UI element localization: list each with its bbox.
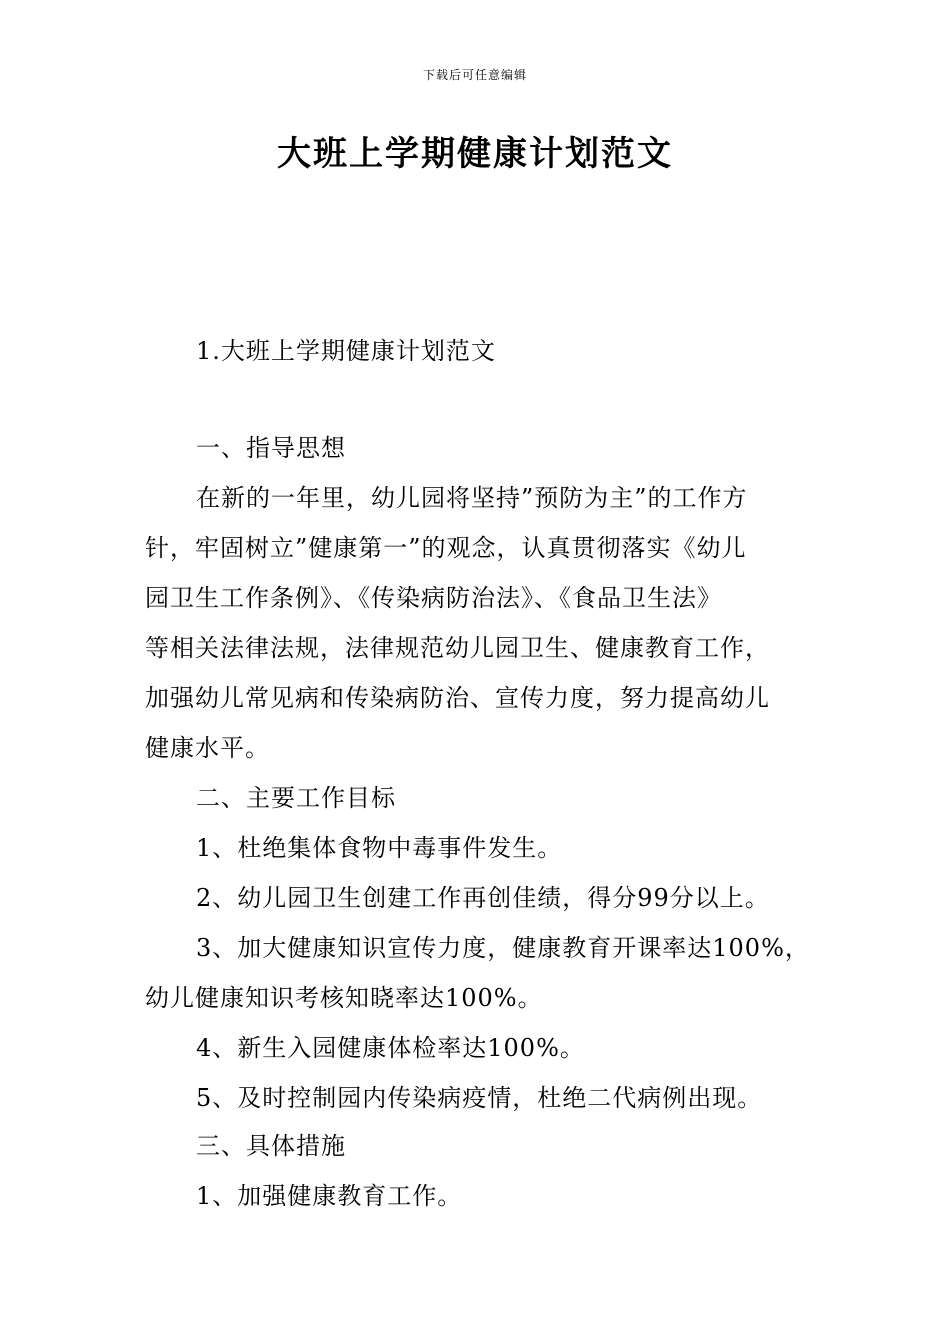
- list-item: 4、新生入园健康体检率达100%。: [196, 1034, 585, 1062]
- list-item-continuation: 幼儿健康知识考核知晓率达100%。: [145, 984, 543, 1012]
- paragraph-line: 健康水平。: [145, 734, 270, 762]
- paragraph-line: 在新的一年里，幼儿园将坚持”预防为主”的工作方: [196, 484, 748, 512]
- list-item: 1、加强健康教育工作。: [196, 1182, 463, 1210]
- paragraph-line: 园卫生工作条例》、《传染病防治法》、《食品卫生法》: [145, 584, 722, 612]
- document-title: 大班上学期健康计划范文: [277, 134, 673, 174]
- list-item: 1、杜绝集体食物中毒事件发生。: [196, 834, 563, 862]
- paragraph-line: 等相关法律法规，法律规范幼儿园卫生、健康教育工作，: [145, 634, 770, 662]
- paragraph-line: 加强幼儿常见病和传染病防治、宣传力度，努力提高幼儿: [145, 684, 770, 712]
- list-item: 2、幼儿园卫生创建工作再创佳绩，得分99分以上。: [196, 884, 770, 912]
- section-heading: 一、指导思想: [196, 434, 346, 462]
- section-heading: 二、主要工作目标: [196, 784, 396, 812]
- paragraph-line: 针，牢固树立”健康第一”的观念，认真贯彻落实《幼儿: [145, 534, 747, 562]
- section-heading: 三、具体措施: [196, 1132, 346, 1160]
- header-note: 下载后可任意编辑: [422, 68, 527, 82]
- section-heading: 1.大班上学期健康计划范文: [196, 337, 496, 365]
- list-item: 3、加大健康知识宣传力度，健康教育开课率达100%，: [196, 934, 810, 962]
- list-item: 5、及时控制园内传染病疫情，杜绝二代病例出现。: [196, 1084, 763, 1112]
